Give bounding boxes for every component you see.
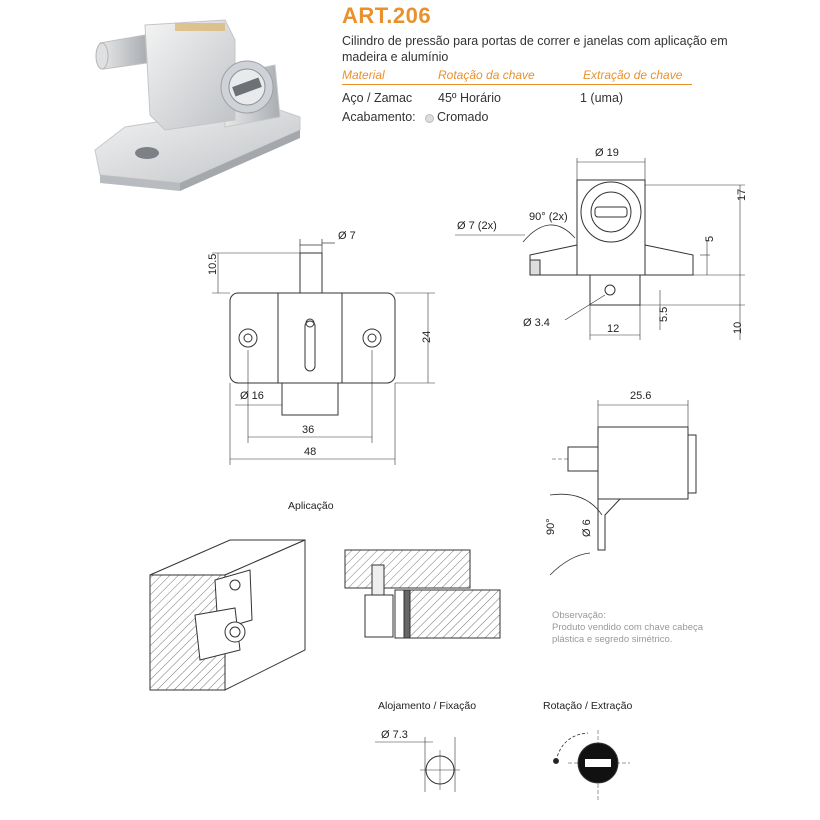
rotation-label: Rotação / Extração (543, 700, 633, 712)
dim-height-10: 10 (732, 321, 744, 334)
section-drawing (340, 545, 510, 645)
dim-plate-height: 24 (421, 330, 433, 343)
dim-plate-width: 48 (304, 446, 317, 458)
dim-pin-length: 10.5 (207, 253, 219, 275)
housing-drawing (375, 722, 485, 802)
dim-height-5-5: 5.5 (658, 306, 670, 322)
dim-pin-diameter: Ø 7 (338, 230, 356, 242)
bottom-view-drawing (530, 385, 730, 585)
dim-tab-diameter: Ø 6 (581, 519, 593, 537)
dim-flange-width: 12 (607, 323, 620, 335)
dim-height-5: 5 (704, 235, 716, 242)
spec-header-material: Material (342, 68, 385, 82)
spec-material-value: Aço / Zamac (342, 91, 413, 105)
spec-finish-value: Cromado (437, 110, 489, 124)
rotation-drawing (540, 725, 640, 805)
front-view-drawing (190, 225, 450, 475)
spec-extraction-value: 1 (uma) (580, 91, 624, 105)
observation-title: Observação: (552, 610, 606, 621)
spec-rotation-value: 45º Horário (438, 91, 501, 105)
housing-label: Alojamento / Fixação (378, 700, 477, 712)
housing-dim: Ø 7.3 (381, 729, 408, 741)
finish-swatch-icon (425, 114, 434, 123)
dim-hole-spacing: 36 (302, 424, 315, 436)
dim-cylinder-diameter: Ø 19 (595, 147, 619, 159)
application-drawing (140, 520, 340, 700)
spec-finish-label: Acabamento: (342, 110, 416, 124)
spec-header-rotation: Rotação da chave (438, 68, 535, 82)
product-description: Cilindro de pressão para portas de correr e janelas com aplicação em madeira e alumínio (342, 34, 728, 64)
dim-pin-diameter-2x: Ø 7 (2x) (457, 220, 497, 232)
product-image (85, 5, 315, 195)
dim-body-length: 25.6 (630, 390, 652, 402)
application-label: Aplicação (288, 500, 334, 512)
observation-text: Produto vendido com chave cabeça plástica e segredo simétrico. (552, 622, 704, 645)
dim-body-diameter: Ø 16 (240, 390, 264, 402)
dim-hole-diameter: Ø 3.4 (523, 317, 550, 329)
dim-height-17: 17 (736, 188, 748, 201)
spec-header-extraction: Extração de chave (583, 68, 683, 82)
dim-angle: 90° (2x) (529, 211, 568, 223)
spec-divider (342, 84, 692, 85)
product-title: ART.206 (342, 3, 432, 28)
dim-angle-90: 90° (545, 518, 557, 535)
side-view-drawing (445, 140, 765, 350)
